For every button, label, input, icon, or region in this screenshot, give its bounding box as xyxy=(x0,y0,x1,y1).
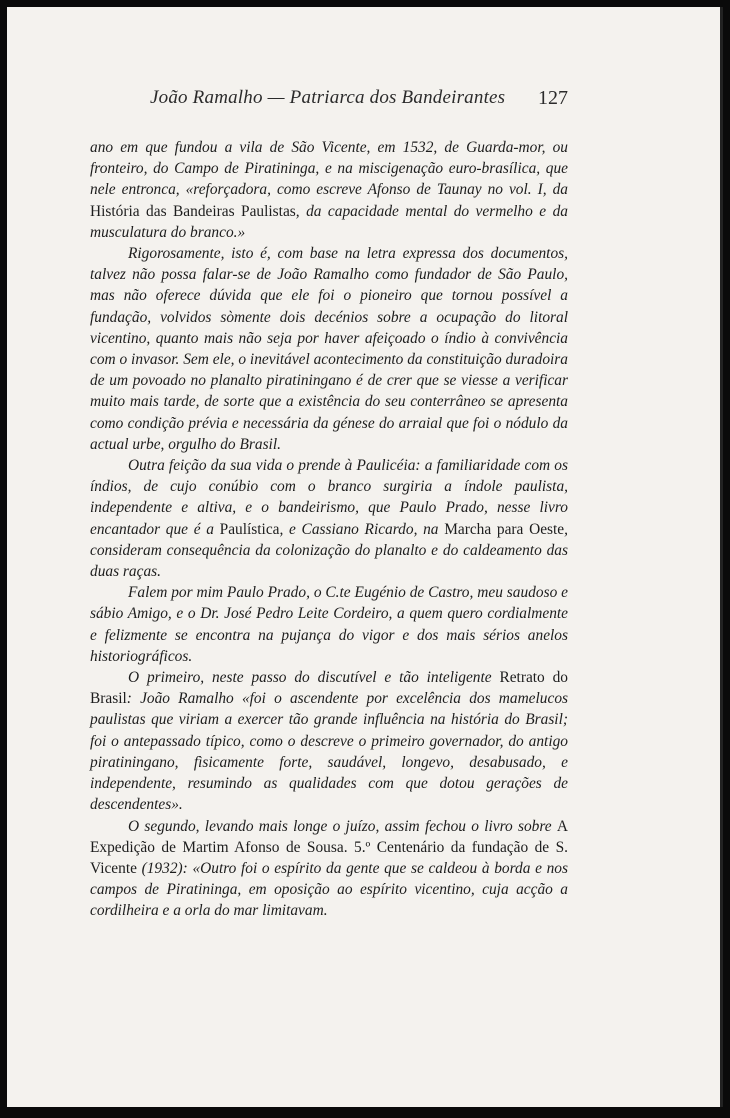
paragraph-6-seg-1: O segundo, levando mais longe o juízo, assim fechou o livro sobre xyxy=(128,817,557,835)
paragraph-1-seg-1: ano em que fundou a vila de São Vicente, em 1532, de Guarda-mor, ou fronteiro, do Campo de Piratininga, e na miscigenação euro-brasílica, que nele entronca, «reforçadora, como escreve Afonso de Taunay no vol. I, da xyxy=(90,139,568,199)
paragraph-6 xyxy=(90,816,568,922)
body-text xyxy=(90,137,568,922)
paragraph-5-seg-1: O primeiro, neste passo do discutível e tão inteligente xyxy=(128,669,500,687)
paragraph-3-seg-1: Outra feição da sua vida o prende à Paulicéia: a familiaridade com os índios, de cujo conúbio com o branco surgiria a índole paulista, independente e altiva, e o bandeirismo, que Paulo Prado, nesse livro encantador que é a xyxy=(90,457,568,538)
running-title: João Ramalho — Patriarca dos Bandeirantes xyxy=(150,87,506,108)
paragraph-2 xyxy=(90,243,568,455)
paragraph-1 xyxy=(90,137,568,243)
paragraph-3 xyxy=(90,455,568,582)
book-title-marcha-para-oeste: Marcha para Oeste xyxy=(444,520,565,538)
book-title-retrato-do-brasil: Retrato do Brasil xyxy=(90,669,568,708)
paragraph-1-seg-3: , da capacidade mental do vermelho e da musculatura do branco.» xyxy=(90,202,568,241)
paragraph-5 xyxy=(90,667,568,815)
paragraph-5-seg-3: : João Ramalho «foi o ascendente por excelência dos mamelucos paulistas que viriam a exercer tão grande influência na história do Brasil; foi o antepassado típico, como o descreve o primeiro governador, do antigo piratiningano, fìsicamente forte, saudável, longevo, desabusado, e independente, resumindo as qualidades com que dotou gerações de descendentes». xyxy=(90,690,568,814)
paragraph-2-seg-1: Rigorosamente, isto é, com base na letra expressa dos documentos, talvez não possa falar-se de João Ramalho como fundador de São Paulo, mas não oferece dúvida que ele foi o pioneiro que tornou possível a fundação, volvidos sòmente dois decénios sobre a ocupação do litoral vicentino, quanto mais não seja por haver afeiçoado o índio à convivência com o invasor. Sem ele, o inevitável acontecimento da constituição duradoira de um povoado no planalto piratiningano é de crer que se viesse a verificar muito mais tarde, de sorte que a existência do seu conterrâneo se apresenta como condição prévia e necessária da génese do arraial que foi o nódulo da actual urbe, orgulho do Brasil. xyxy=(90,245,568,453)
page-header xyxy=(90,87,568,115)
paragraph-3-seg-5: , consideram consequência da colonização do planalto e do caldeamento das duas raças. xyxy=(90,520,568,581)
paragraph-4-seg-1: Falem por mim Paulo Prado, o C.te Eugénio de Castro, meu saudoso e sábio Amigo, e o Dr. José Pedro Leite Cordeiro, a quem quero cordialmente e felizmente se encontra na pujança do vigor e dos mais sérios anelos historiográficos. xyxy=(90,584,568,665)
paragraph-4 xyxy=(90,582,568,667)
paragraph-6-seg-3: (1932): «Outro foi o espírito da gente que se caldeou à borda e nos campos de Piratininga, em oposição ao espírito vicentino, cuja acção a cordilheira e a orla do mar limitavam. xyxy=(90,859,568,920)
paragraph-3-seg-3: , e Cassiano Ricardo, na xyxy=(279,520,445,538)
page-number: 127 xyxy=(538,87,568,109)
book-page xyxy=(7,7,723,1107)
book-title-paulistica: Paulística xyxy=(219,520,280,538)
book-title-expedicao-martim-afonso: A Expedição de Martim Afonso de Sousa. 5.º Centenário da fundação de S. Vicente xyxy=(90,817,568,877)
book-title-historia-bandeiras: História das Bandeiras Paulistas xyxy=(90,202,296,220)
